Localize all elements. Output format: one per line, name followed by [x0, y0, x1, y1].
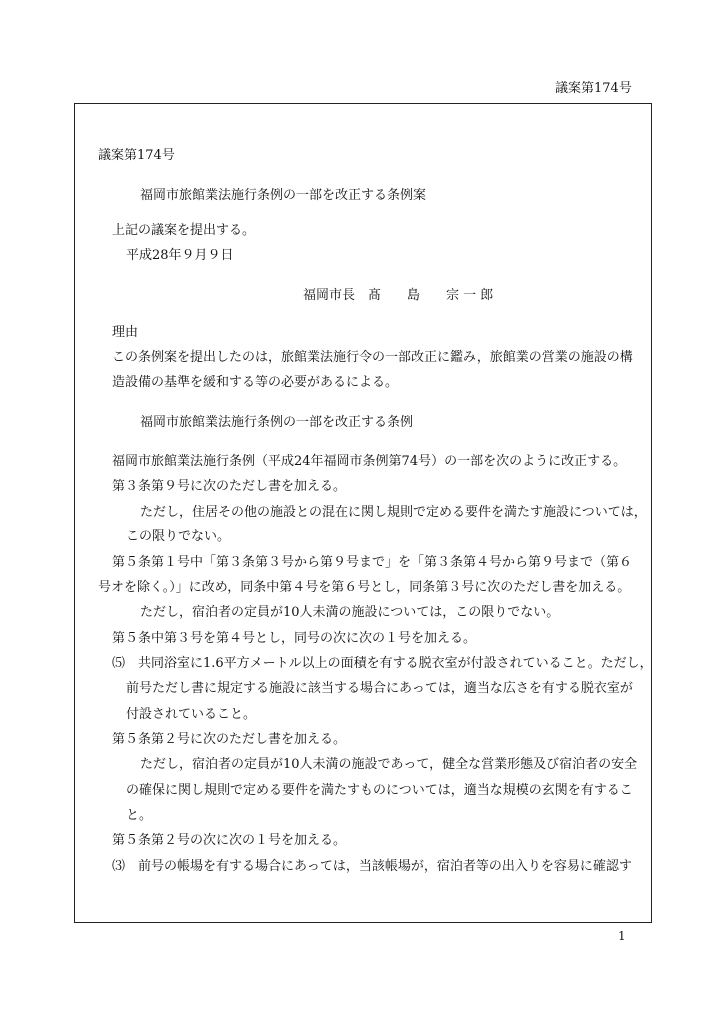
- reason-line: この条例案を提出したのは，旅館業法施行令の一部改正に鑑み，旅館業の営業の施設の構: [112, 350, 633, 365]
- body-line: の確保に関し規則で定める要件を満たすものについては，適当な規模の玄関を有するこ: [126, 783, 633, 798]
- body-line: 前号ただし書に規定する施設に該当する場合にあっては，適当な広さを有する脱衣室が: [126, 681, 633, 696]
- header-bill-number: 議案第174号: [555, 81, 632, 96]
- body-line: ⑶ 前号の帳場を有する場合にあっては，当該帳場が，宿泊者等の出入りを容易に確認す: [112, 859, 632, 874]
- body-line: 第５条第２号に次のただし書を加える。: [112, 732, 347, 747]
- body-line: 第５条第１号中「第３条第３号から第９号まで」を「第３条第４号から第９号まで（第６: [112, 555, 633, 570]
- page-number: 1: [618, 929, 626, 943]
- body-line: ただし，宿泊者の定員が10人未満の施設であって，健全な営業形態及び宿泊者の安全: [140, 757, 638, 772]
- submission-statement: 上記の議案を提出する。: [112, 223, 256, 238]
- reason-line: 造設備の基準を緩和する等の必要があるによる。: [112, 375, 399, 390]
- submitter: 福岡市長 髙 島 宗 一 郎: [303, 288, 494, 303]
- bill-number: 議案第174号: [98, 148, 175, 163]
- body-line: 第３条第９号に次のただし書を加える。: [112, 479, 347, 494]
- ordinance-title: 福岡市旅館業法施行条例の一部を改正する条例: [140, 415, 414, 430]
- body-line: と。: [126, 808, 153, 823]
- body-line: 付設されていること。: [126, 707, 257, 722]
- body-line: 号オを除く。）」に改め，同条中第４号を第６号とし，同条第３号に次のただし書を加える。: [98, 580, 631, 595]
- body-line: ⑸ 共同浴室に1.6平方メートル以上の面積を有する脱衣室が付設されていること。ただし，: [112, 656, 653, 671]
- body-line: この限りでない。: [126, 529, 231, 544]
- body-line: 福岡市旅館業法施行条例（平成24年福岡市条例第74号）の一部を次のように改正する。: [112, 454, 627, 469]
- reason-heading: 理由: [112, 325, 139, 340]
- submission-date: 平成28年９月９日: [126, 248, 234, 263]
- body-line: 第５条中第３号を第４号とし，同号の次に次の１号を加える。: [112, 631, 477, 646]
- body-line: ただし，宿泊者の定員が10人未満の施設については，この限りでない。: [140, 605, 560, 620]
- bill-title: 福岡市旅館業法施行条例の一部を改正する条例案: [140, 188, 427, 203]
- body-line: 第５条第２号の次に次の１号を加える。: [112, 833, 347, 848]
- body-line: ただし，住居その他の施設との混在に関し規則で定める要件を満たす施設については，: [140, 505, 647, 520]
